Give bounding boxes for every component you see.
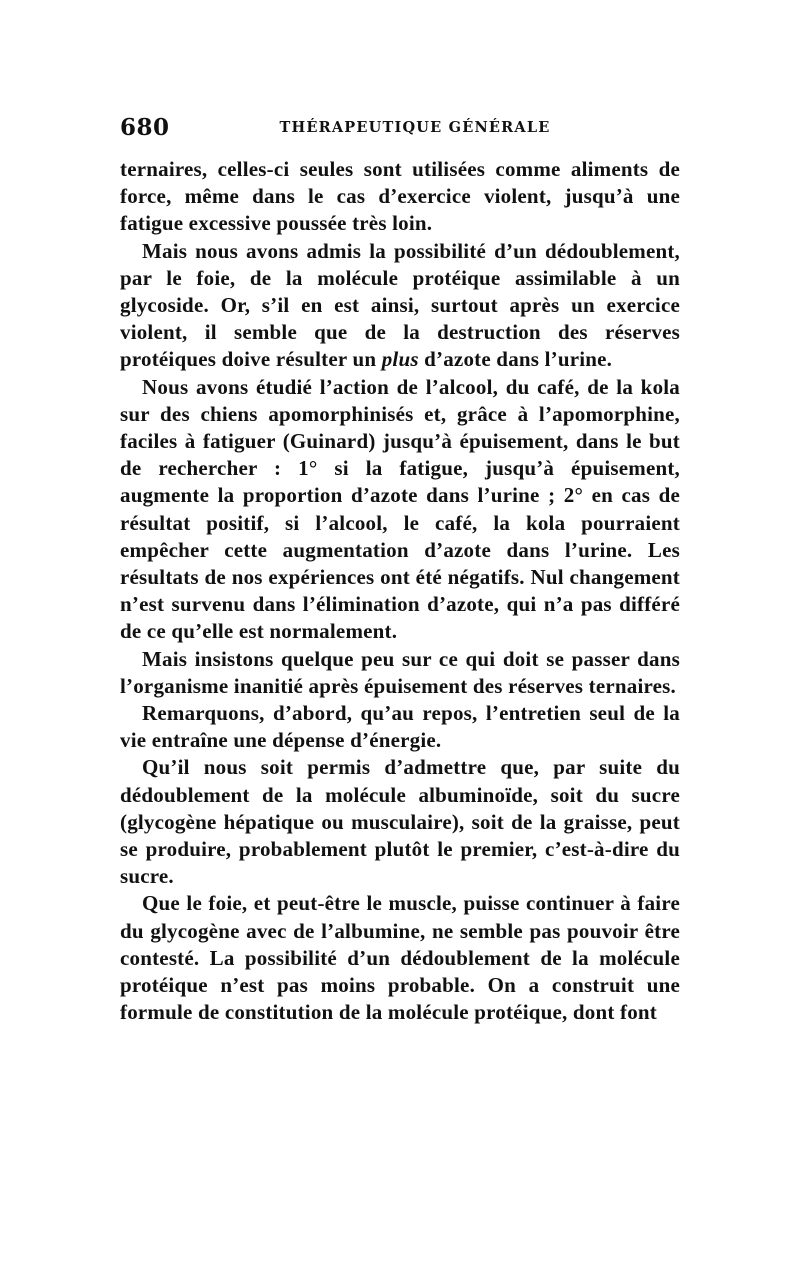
paragraph-2-text-end: d’azote dans l’urine. [418, 347, 613, 372]
body-text [120, 156, 680, 1027]
emphasis-plus: plus [381, 347, 419, 372]
page-number: 680 [120, 114, 170, 141]
paragraph-6: Qu’il nous soit permis d’admettre que, par suite du dédoublement de la molécule albuminoïde, soit du sucre (glycogène hépatique ou musculaire), soit de la graisse, peut se produire, probablement plutôt le premier, c’est-à-dire du sucre. [120, 755, 680, 889]
paragraph-3: Nous avons étudié l’action de l’alcool, du café, de la kola sur des chiens apomorphinisés et, grâce à l’apomorphine, faciles à fatiguer (Guinard) jusqu’à épuisement, dans le but de rechercher : 1° si la fatigue, jusqu’à épuisement, augmente la proportion d’azote dans l’urine ; 2° en cas de résultat positif, si l’alcool, le café, la kola pourraient empêcher cette augmentation d’azote dans l’urine. Les résultats de nos expériences ont été négatifs. Nul changement n’est survenu dans l’élimination d’azote, qui n’a pas différé de ce qu’elle est normalement. [120, 374, 680, 644]
paragraph-4: Mais insistons quelque peu sur ce qui doit se passer dans l’organisme inanitié après épuisement des réserves ternaires. [120, 646, 680, 698]
paragraph-1: ternaires, celles-ci seules sont utilisées comme aliments de force, même dans le cas d’exercice violent, jusqu’à une fatigue excessive poussée très loin. [120, 157, 680, 236]
running-title: THÉRAPEUTIQUE GÉNÉRALE [279, 119, 551, 136]
paragraph-2-text: Mais nous avons admis la possibilité d’un dédoublement, par le foie, de la molécule protéique assimilable à un glycoside. Or, s’il en est ainsi, surtout après un exercice violent, il semble que de la destruction des réserves protéiques doive résulter un [120, 238, 680, 372]
paragraph-2 [120, 238, 680, 374]
paragraph-7: Que le foie, et peut-être le muscle, puisse continuer à faire du glycogène avec de l’albumine, ne semble pas pouvoir être contesté. La possibilité d’un dédoublement de la molécule protéique n’est pas moins probable. On a construit une formule de constitution de la molécule protéique, dont font [120, 891, 680, 1025]
running-header [120, 114, 680, 144]
paragraph-5: Remarquons, d’abord, qu’au repos, l’entretien seul de la vie entraîne une dépense d’énergie. [120, 701, 680, 753]
